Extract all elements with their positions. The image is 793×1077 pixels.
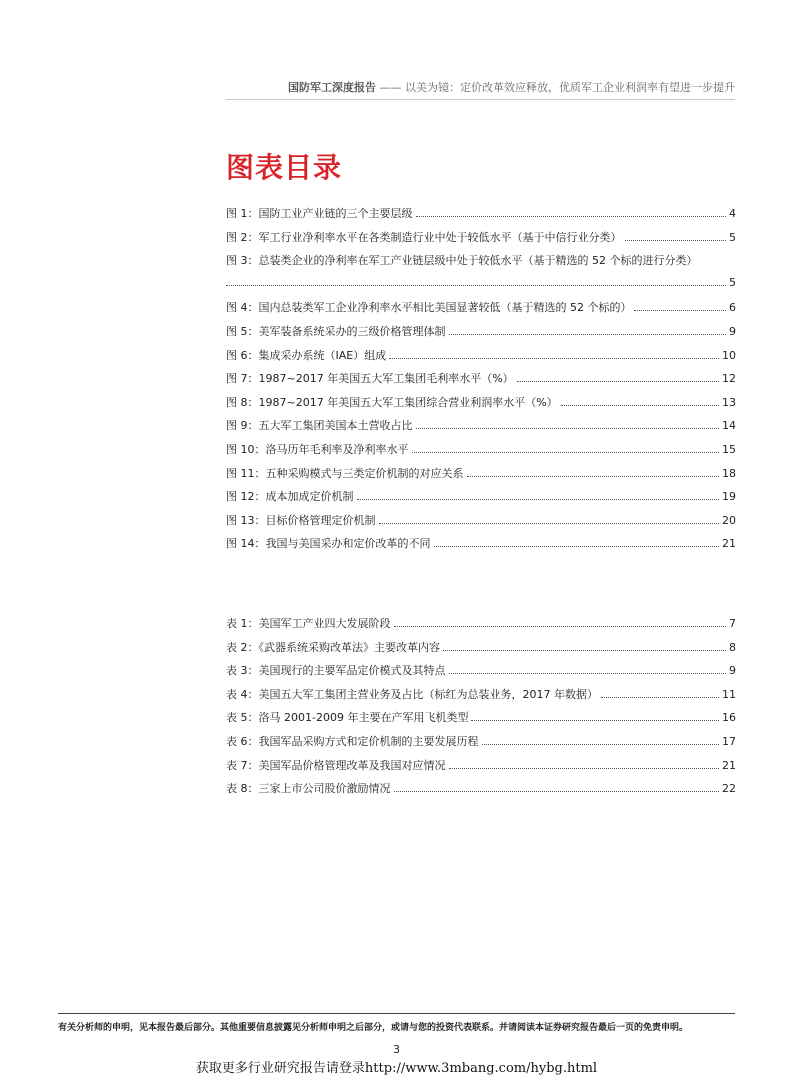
figure-entry[interactable] [226, 535, 736, 559]
table-entry[interactable] [226, 615, 736, 639]
figure-page-number: 19 [722, 490, 736, 504]
figure-label: 图 1：国防工业产业链的三个主要层级 [226, 207, 413, 220]
table-label: 表 2：《武器系统采购改革法》主要改革内容 [226, 640, 440, 654]
table-page-number: 8 [729, 640, 736, 654]
figure-page-number: 4 [729, 207, 736, 220]
table-label: 表 6：我国军品采购方式和定价机制的主要发展历程 [226, 734, 479, 748]
table-entry[interactable] [226, 639, 736, 663]
dot-leader [394, 783, 720, 792]
figure-page-number: 10 [722, 348, 736, 362]
header-subtitle: 以美为镜：定价改革效应释放，优质军工企业利润率有望进一步提升 [405, 81, 735, 94]
page-number: 3 [393, 1043, 400, 1056]
running-header [288, 79, 735, 95]
figure-page-number: 5 [729, 230, 736, 244]
table-page-number: 22 [722, 782, 736, 796]
dot-leader [601, 689, 719, 698]
figure-page-number: 21 [722, 537, 736, 551]
dot-leader [443, 642, 726, 651]
table-entry[interactable] [226, 662, 736, 686]
dot-leader [517, 373, 719, 382]
dot-leader [561, 397, 719, 406]
figure-page-number: 13 [722, 395, 736, 409]
figure-page-number: 6 [729, 301, 736, 315]
figure-entry[interactable] [226, 512, 736, 536]
figure-entry[interactable] [226, 488, 736, 512]
table-page-number: 11 [722, 687, 736, 701]
header-brand: 国防军工深度报告 [288, 81, 376, 94]
figure-entry[interactable] [226, 370, 736, 394]
dot-leader [357, 491, 720, 500]
figure-page-number: 14 [722, 419, 736, 433]
figure-label: 图 3：总装类企业的净利率在军工产业链层级中处于较低水平（基于精选的 52 个标的进行分类） [226, 254, 698, 268]
figure-list [226, 205, 736, 559]
dot-leader [226, 277, 726, 286]
figure-page-number: 12 [722, 372, 736, 386]
dot-leader [434, 538, 720, 547]
figure-page-number: 20 [722, 513, 736, 527]
figure-entry[interactable] [226, 229, 736, 253]
figure-page-number: 15 [722, 442, 736, 456]
table-page-number: 21 [722, 758, 736, 772]
dot-leader [449, 760, 720, 769]
table-entry[interactable] [226, 757, 736, 781]
table-label: 表 8：三家上市公司股价激励情况 [226, 782, 391, 796]
figure-label: 图 12：成本加成定价机制 [226, 490, 354, 504]
figure-entry[interactable] [226, 417, 736, 441]
figure-entry[interactable] [226, 205, 736, 229]
page-title: 图表目录 [226, 151, 343, 184]
table-entry[interactable] [226, 709, 736, 733]
table-label: 表 1：美国军工产业四大发展阶段 [226, 617, 391, 630]
figure-entry[interactable] [226, 465, 736, 489]
figure-label: 图 4：国内总装类军工企业净利率水平相比美国显著较低（基于精选的 52 个标的） [226, 301, 632, 315]
table-entry[interactable] [226, 686, 736, 710]
table-label: 表 3：美国现行的主要军品定价模式及其特点 [226, 664, 446, 678]
dot-leader [467, 468, 720, 477]
dot-leader [416, 420, 720, 429]
table-label: 表 4：美国五大军工集团主营业务及占比（标红为总装业务，2017 年数据） [226, 687, 598, 701]
dot-leader [449, 326, 727, 335]
figure-label: 图 6：集成采办系统（IAE）组成 [226, 348, 387, 362]
figure-label: 图 9：五大军工集团美国本土营收占比 [226, 419, 413, 433]
dot-leader [389, 350, 719, 359]
dot-leader [394, 618, 727, 627]
dot-leader [482, 736, 720, 745]
dot-leader [379, 515, 720, 524]
figure-label: 图 11：五种采购模式与三类定价机制的对应关系 [226, 466, 464, 480]
figure-entry[interactable] [226, 252, 736, 276]
figure-page-number: 18 [722, 466, 736, 480]
dot-leader [412, 444, 720, 453]
figure-label: 图 7：1987~2017 年美国五大军工集团毛利率水平（%） [226, 372, 514, 386]
dot-leader [449, 665, 727, 674]
dot-leader [625, 232, 727, 241]
figure-label: 图 14：我国与美国采办和定价改革的不同 [226, 537, 431, 551]
disclaimer-text: 有关分析师的申明，见本报告最后部分。其他重要信息披露见分析师申明之后部分，或请与您的投资代表联系。并请阅读本证券研究报告最后一页的免责申明。 [58, 1023, 689, 1033]
table-entry[interactable] [226, 780, 736, 804]
table-label: 表 5：洛马 2001-2009 年主要在产军用飞机类型 [226, 711, 469, 725]
figure-page-number: 5 [729, 275, 736, 289]
figure-label: 图 5：美军装备系统采办的三级价格管理体制 [226, 324, 446, 338]
figure-label: 图 13：目标价格管理定价机制 [226, 513, 376, 527]
dot-leader [471, 712, 719, 721]
table-page-number: 16 [722, 711, 736, 725]
figure-entry[interactable] [226, 347, 736, 371]
footer-divider [58, 1013, 735, 1014]
table-page-number: 9 [729, 664, 736, 678]
header-divider [226, 99, 735, 100]
table-page-number: 17 [722, 734, 736, 748]
figure-label: 图 2：军工行业净利率水平在各类制造行业中处于较低水平（基于中信行业分类） [226, 230, 622, 244]
figure-entry[interactable] [226, 299, 736, 323]
table-list [226, 615, 736, 804]
dot-leader [416, 208, 727, 217]
figure-entry-continued[interactable] [226, 276, 736, 300]
table-entry[interactable] [226, 733, 736, 757]
figure-entry[interactable] [226, 441, 736, 465]
figure-entry[interactable] [226, 394, 736, 418]
figure-label: 图 8：1987~2017 年美国五大军工集团综合营业利润率水平（%） [226, 395, 558, 409]
table-page-number: 7 [729, 617, 736, 630]
dot-leader [634, 302, 726, 311]
watermark-link[interactable]: 获取更多行业研究报告请登录http://www.3mbang.com/hybg.html [195, 1061, 598, 1076]
table-label: 表 7：美国军品价格管理改革及我国对应情况 [226, 758, 446, 772]
figure-label: 图 10：洛马历年毛利率及净利率水平 [226, 442, 409, 456]
figure-page-number: 9 [729, 324, 736, 338]
header-separator: —— [379, 81, 402, 94]
figure-entry[interactable] [226, 323, 736, 347]
